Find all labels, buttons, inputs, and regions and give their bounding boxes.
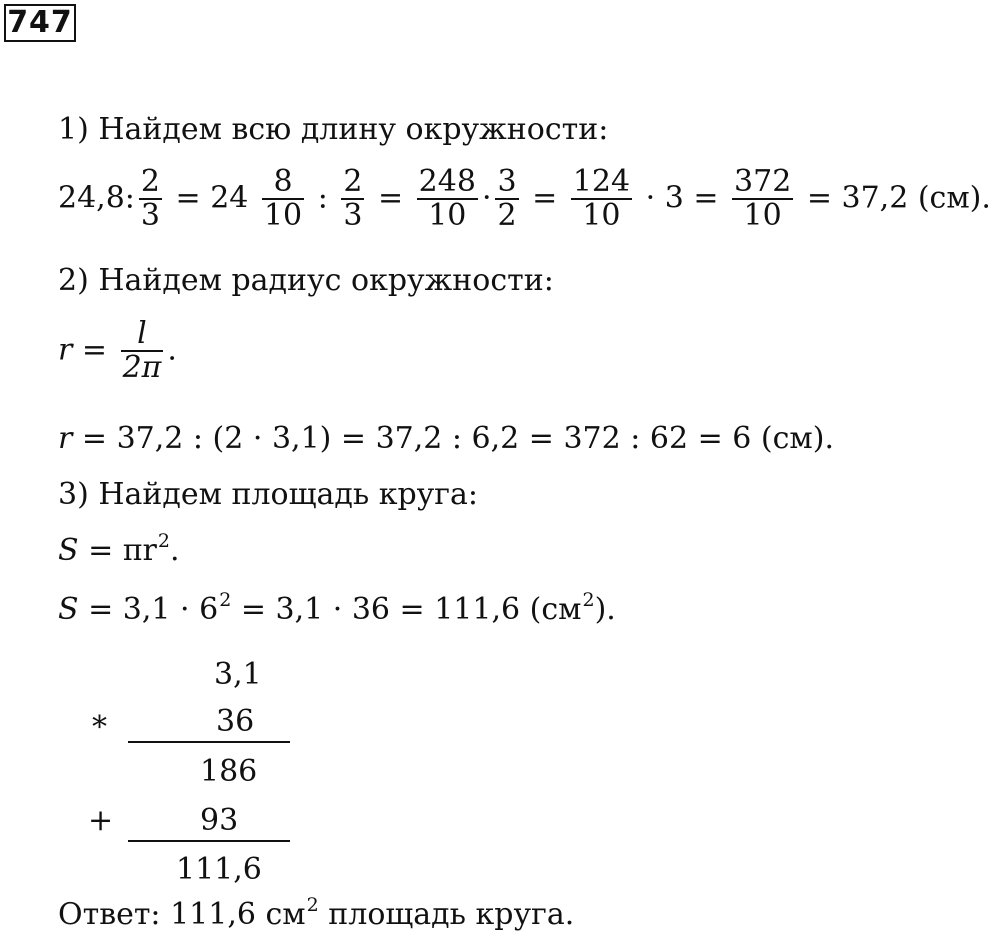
fraction xyxy=(262,166,304,231)
denominator: 3 xyxy=(343,197,363,233)
numerator: 8 xyxy=(273,164,293,199)
step2-heading: 2) Найдем радиус окружности: xyxy=(58,263,554,298)
denominator: 10 xyxy=(732,198,793,232)
colon: : xyxy=(317,180,328,216)
numerator: 2 xyxy=(343,164,363,199)
denominator: 10 xyxy=(263,197,303,233)
denominator: 2 xyxy=(497,197,517,233)
numerator: 124 xyxy=(572,164,631,199)
fraction xyxy=(341,166,364,231)
numerator: 2 xyxy=(140,164,160,199)
step1-heading: 1) Найдем всю длину окружности: xyxy=(58,112,609,147)
equals: = xyxy=(377,180,404,216)
radius-formula xyxy=(58,318,177,383)
fraction xyxy=(571,166,632,231)
plus-sign: + xyxy=(88,803,114,838)
radius-calc-text: = 37,2 : (2 · 3,1) = 37,2 : 6,2 = 372 : 62 = 6 (см). xyxy=(81,421,834,456)
area-calc-b: = 3,1 · 36 = 111,6 (см xyxy=(240,592,582,627)
exponent: 2 xyxy=(306,894,319,916)
numerator: l xyxy=(137,316,147,351)
fraction xyxy=(417,166,478,231)
var-r: r xyxy=(58,332,73,368)
var-S: S xyxy=(58,533,79,568)
var-S: S xyxy=(58,592,79,627)
period: . xyxy=(169,533,180,568)
area-calc-c: ). xyxy=(594,592,616,627)
fraction xyxy=(139,166,162,231)
answer-text: Ответ: 111,6 см xyxy=(58,897,306,932)
area-formula-body: = πr xyxy=(88,533,157,568)
numerator: 3 xyxy=(497,164,517,199)
denominator: 10 xyxy=(417,198,478,232)
area-calc xyxy=(58,589,616,627)
answer xyxy=(58,894,575,932)
column-row-3: 186 xyxy=(200,754,258,789)
multiply-sign: * xyxy=(92,710,107,745)
equals: = xyxy=(81,332,108,368)
step1-equation xyxy=(58,166,991,231)
times-three: · 3 = xyxy=(645,180,719,216)
column-row-4: 93 xyxy=(200,803,239,838)
period: . xyxy=(167,332,177,368)
exponent: 2 xyxy=(157,530,170,552)
equals: = 24 xyxy=(175,180,249,216)
fraction xyxy=(732,166,793,231)
column-row-5: 111,6 xyxy=(176,852,262,887)
step3-heading: 3) Найдем площадь круга: xyxy=(58,477,479,512)
column-rule xyxy=(128,741,290,743)
area-formula xyxy=(58,530,180,568)
exponent: 2 xyxy=(219,589,232,611)
var-r: r xyxy=(58,421,73,456)
denominator: 10 xyxy=(571,198,632,232)
fraction xyxy=(121,318,164,383)
area-calc-a: = 3,1 · 6 xyxy=(88,592,219,627)
equals: = xyxy=(532,180,558,216)
step1-result: = 37,2 (см). xyxy=(806,180,991,216)
column-rule xyxy=(128,840,290,842)
column-row-2: 36 xyxy=(216,704,255,739)
column-row-1: 3,1 xyxy=(214,657,262,692)
numerator: 248 xyxy=(418,164,476,199)
fraction xyxy=(495,166,518,231)
denominator: 3 xyxy=(140,197,160,233)
exponent: 2 xyxy=(582,589,595,611)
answer-tail: площадь круга. xyxy=(318,897,575,932)
numerator: 372 xyxy=(734,164,792,199)
radius-calc xyxy=(58,421,834,456)
dot: · xyxy=(481,180,492,216)
problem-number: 747 xyxy=(4,4,76,42)
denominator: 2π xyxy=(122,349,162,385)
step1-start: 24,8: xyxy=(58,180,135,216)
